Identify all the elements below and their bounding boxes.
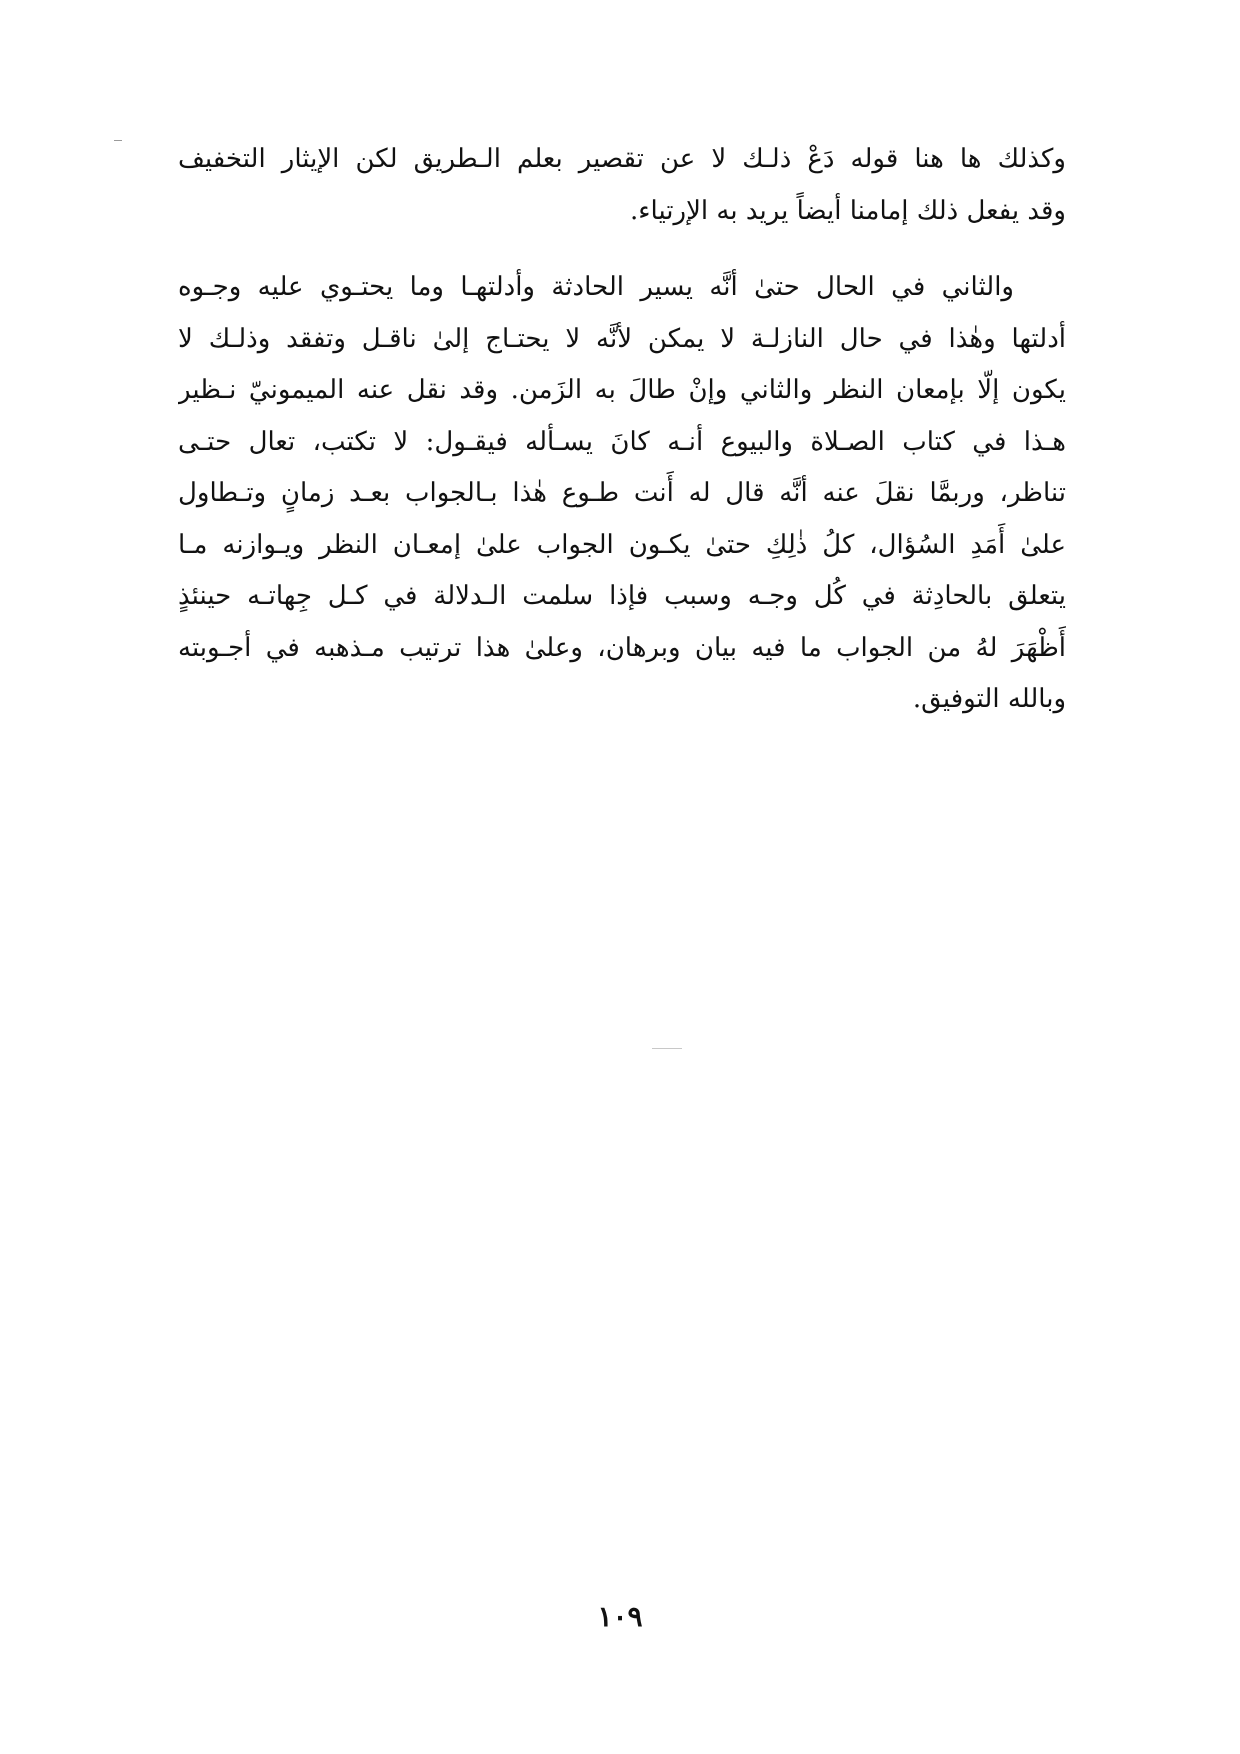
text-line: يكون إلّا بإمعان النظر والثاني وإنْ طالَ به الزَمن. وقد نقل عنه الميمونيّ نـظير (178, 375, 1066, 405)
text-line: أَظْهَرَ لهُ من الجواب ما فيه بيان وبرهان، وعلىٰ هذا ترتيب مـذهبه في أجـوبته (178, 632, 1066, 663)
scan-speck (652, 1048, 682, 1049)
page-number: ١٠٩ (597, 1600, 643, 1633)
text-line: والثاني في الحال حتىٰ أنَّه يسير الحادثة وأدلتهـا وما يحتـوي عليه وجـوه (178, 272, 1014, 302)
text-line: وكذلك ها هنا قوله دَعْ ذلـك لا عن تقصير بعلم الـطريق لكن الإيثار التخفيف (178, 144, 1066, 174)
paragraph-2 (178, 262, 1066, 726)
text-line: يتعلق بالحادِثة في كُل وجـه وسبب فإذا سلمت الـدلالة في كـل جِهاتـه حينئذٍ (178, 581, 1066, 611)
text-line: علىٰ أَمَدِ السُؤال، كلُ ذٰلِكِ حتىٰ يكـون الجواب علىٰ إمعـان النظر ويـوازنه مـا (178, 529, 1066, 560)
text-line: هـذا في كتاب الصـلاة والبيوع أنـه كانَ يسـأله فيقـول: لا تكتب، تعال حتـى (178, 426, 1066, 457)
text-line: أدلتها وهٰذا في حال النازلـة لا يمكن لأنَّه لا يحتـاج إلىٰ ناقـل وتفقد وذلـك لا (178, 323, 1066, 354)
paragraph-1 (178, 134, 1066, 237)
scan-speck (114, 140, 122, 141)
text-line: تناظر، وربمَّا نقلَ عنه أنَّه قال له أَنت طـوع هٰذا بـالجواب بعـد زمانٍ وتـطاول (178, 478, 1066, 508)
text-line: وبالله التوفيق. (912, 684, 1066, 714)
text-line: وقد يفعل ذلك إمامنا أيضاً يريد به الإرتياء. (630, 195, 1066, 226)
